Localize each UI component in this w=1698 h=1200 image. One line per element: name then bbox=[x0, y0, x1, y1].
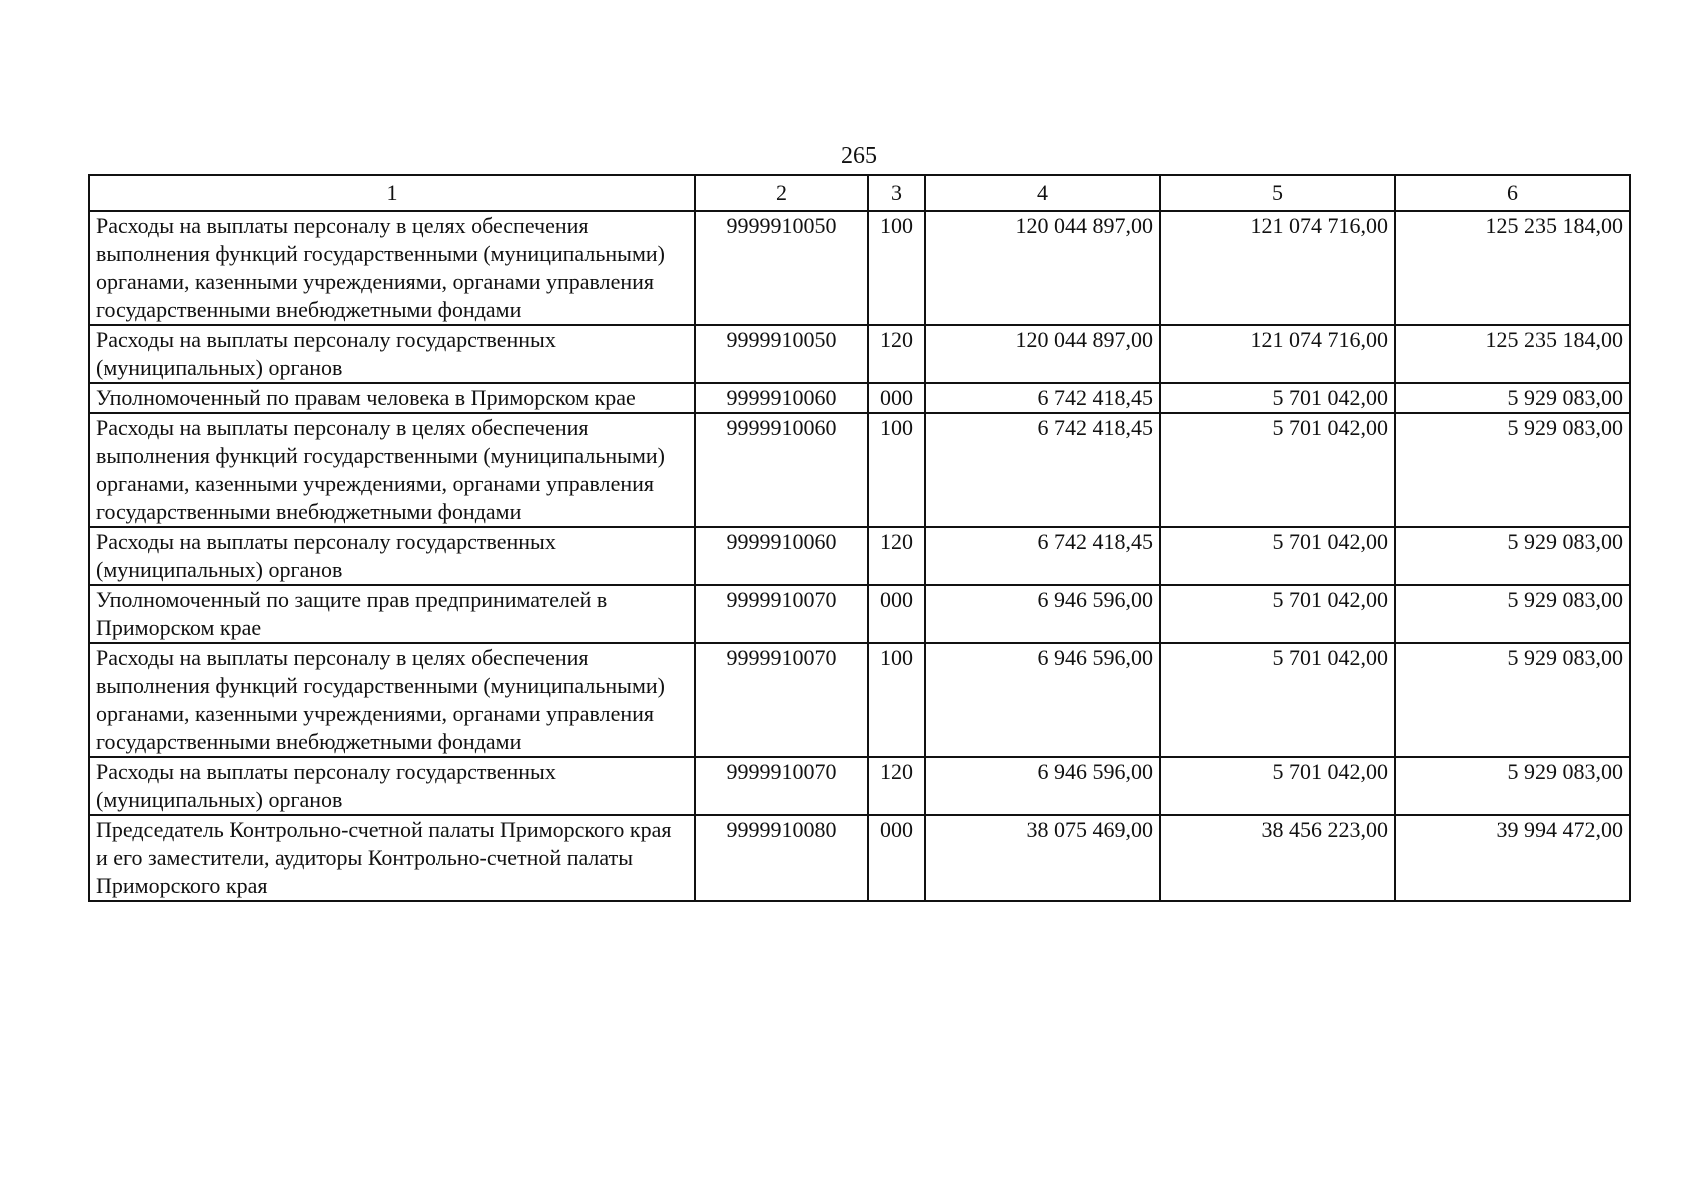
row-amount-cell: 5 929 083,00 bbox=[1395, 383, 1630, 413]
row-code-cell: 9999910050 bbox=[695, 211, 868, 325]
column-header: 3 bbox=[868, 175, 925, 211]
row-name-cell: Расходы на выплаты персоналу в целях обеспечения выполнения функций государственными (муниципальными) органами, казенными учреждениями, органами управления государственными внебюджетными фондами bbox=[89, 643, 695, 757]
row-amount-cell: 5 929 083,00 bbox=[1395, 413, 1630, 527]
page-number: 265 bbox=[841, 143, 877, 169]
row-code-cell: 9999910070 bbox=[695, 643, 868, 757]
row-type-cell: 000 bbox=[868, 383, 925, 413]
table-row bbox=[89, 211, 1630, 325]
row-type-cell: 100 bbox=[868, 211, 925, 325]
row-name-cell: Расходы на выплаты персоналу в целях обеспечения выполнения функций государственными (муниципальными) органами, казенными учреждениями, органами управления государственными внебюджетными фондами bbox=[89, 413, 695, 527]
row-amount-cell: 5 701 042,00 bbox=[1160, 585, 1395, 643]
column-header: 2 bbox=[695, 175, 868, 211]
table-row bbox=[89, 643, 1630, 757]
row-amount-cell: 5 701 042,00 bbox=[1160, 643, 1395, 757]
table-row bbox=[89, 383, 1630, 413]
row-amount-cell: 5 929 083,00 bbox=[1395, 757, 1630, 815]
table-row bbox=[89, 413, 1630, 527]
row-amount-cell: 5 929 083,00 bbox=[1395, 585, 1630, 643]
row-type-cell: 120 bbox=[868, 527, 925, 585]
row-amount-cell: 5 701 042,00 bbox=[1160, 757, 1395, 815]
row-amount-cell: 6 742 418,45 bbox=[925, 383, 1160, 413]
row-amount-cell: 6 946 596,00 bbox=[925, 585, 1160, 643]
row-type-cell: 100 bbox=[868, 643, 925, 757]
table-row bbox=[89, 757, 1630, 815]
row-name-cell: Расходы на выплаты персоналу государственных (муниципальных) органов bbox=[89, 527, 695, 585]
row-code-cell: 9999910080 bbox=[695, 815, 868, 901]
column-header: 4 bbox=[925, 175, 1160, 211]
row-name-cell: Расходы на выплаты персоналу государственных (муниципальных) органов bbox=[89, 757, 695, 815]
row-amount-cell: 120 044 897,00 bbox=[925, 325, 1160, 383]
row-amount-cell: 5 701 042,00 bbox=[1160, 413, 1395, 527]
row-type-cell: 000 bbox=[868, 815, 925, 901]
row-code-cell: 9999910060 bbox=[695, 383, 868, 413]
row-amount-cell: 120 044 897,00 bbox=[925, 211, 1160, 325]
row-code-cell: 9999910060 bbox=[695, 413, 868, 527]
row-amount-cell: 38 456 223,00 bbox=[1160, 815, 1395, 901]
row-name-cell: Уполномоченный по правам человека в Приморском крае bbox=[89, 383, 695, 413]
row-amount-cell: 6 946 596,00 bbox=[925, 757, 1160, 815]
row-amount-cell: 5 929 083,00 bbox=[1395, 643, 1630, 757]
row-type-cell: 000 bbox=[868, 585, 925, 643]
row-amount-cell: 6 742 418,45 bbox=[925, 413, 1160, 527]
row-name-cell: Председатель Контрольно-счетной палаты Приморского края и его заместители, аудиторы Контрольно-счетной палаты Приморского края bbox=[89, 815, 695, 901]
row-code-cell: 9999910070 bbox=[695, 585, 868, 643]
row-name-cell: Расходы на выплаты персоналу государственных (муниципальных) органов bbox=[89, 325, 695, 383]
row-amount-cell: 121 074 716,00 bbox=[1160, 211, 1395, 325]
row-amount-cell: 125 235 184,00 bbox=[1395, 211, 1630, 325]
row-amount-cell: 6 742 418,45 bbox=[925, 527, 1160, 585]
column-header: 6 bbox=[1395, 175, 1630, 211]
row-amount-cell: 5 929 083,00 bbox=[1395, 527, 1630, 585]
row-amount-cell: 38 075 469,00 bbox=[925, 815, 1160, 901]
row-type-cell: 100 bbox=[868, 413, 925, 527]
row-amount-cell: 6 946 596,00 bbox=[925, 643, 1160, 757]
table-row bbox=[89, 527, 1630, 585]
row-amount-cell: 5 701 042,00 bbox=[1160, 527, 1395, 585]
row-code-cell: 9999910060 bbox=[695, 527, 868, 585]
row-name-cell: Расходы на выплаты персоналу в целях обеспечения выполнения функций государственными (муниципальными) органами, казенными учреждениями, органами управления государственными внебюджетными фондами bbox=[89, 211, 695, 325]
row-amount-cell: 39 994 472,00 bbox=[1395, 815, 1630, 901]
header-row bbox=[89, 175, 1630, 211]
budget-table bbox=[88, 174, 1631, 902]
row-code-cell: 9999910070 bbox=[695, 757, 868, 815]
row-type-cell: 120 bbox=[868, 325, 925, 383]
row-name-cell: Уполномоченный по защите прав предпринимателей в Приморском крае bbox=[89, 585, 695, 643]
row-amount-cell: 5 701 042,00 bbox=[1160, 383, 1395, 413]
table-row bbox=[89, 585, 1630, 643]
row-amount-cell: 121 074 716,00 bbox=[1160, 325, 1395, 383]
column-header: 1 bbox=[89, 175, 695, 211]
row-amount-cell: 125 235 184,00 bbox=[1395, 325, 1630, 383]
table-row bbox=[89, 815, 1630, 901]
column-header: 5 bbox=[1160, 175, 1395, 211]
row-type-cell: 120 bbox=[868, 757, 925, 815]
table-row bbox=[89, 325, 1630, 383]
row-code-cell: 9999910050 bbox=[695, 325, 868, 383]
